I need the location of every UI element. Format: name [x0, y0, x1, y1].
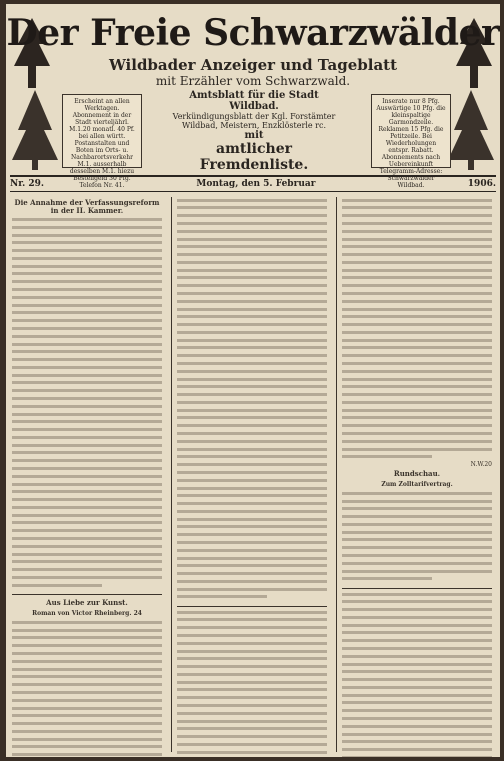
text-line — [177, 564, 327, 570]
text-line — [342, 238, 492, 244]
text-line — [12, 413, 162, 419]
column-3 — [342, 197, 492, 757]
forest-illustration-left — [10, 90, 60, 170]
text-line — [177, 681, 327, 687]
text-line — [12, 381, 162, 387]
text-line — [12, 753, 162, 757]
text-line — [177, 618, 327, 624]
text-line — [177, 494, 327, 500]
text-line — [342, 424, 492, 430]
text-line — [12, 745, 162, 751]
text-line — [12, 428, 162, 434]
text-line — [177, 214, 327, 220]
text-line — [177, 557, 327, 563]
text-line — [342, 647, 492, 653]
text-line — [342, 300, 492, 306]
advertising-rates-box: Inserate nur 8 Pfg. Auswärtige 10 Pfg. die kleinspaltige Garmondzeile. Reklamen 15 Pfg. die Petitzeile. Bei Wiederholungen entspr. Rabatt. Abonnements nach Uebereinkunft Telegramm-Adresse: Schwarzwälder Wildbad. — [371, 94, 451, 168]
text-line — [342, 655, 492, 661]
official-notice-block — [166, 90, 342, 173]
text-line — [177, 339, 327, 345]
text-line — [177, 370, 327, 376]
masthead-title: Der Freie Schwarzwälder — [6, 12, 500, 54]
text-line — [177, 611, 327, 617]
text-line — [342, 600, 492, 606]
text-line — [177, 424, 327, 430]
text-line — [342, 663, 492, 669]
text-line — [12, 730, 162, 736]
visitors-list-line: amtlicher Fremdenliste. — [199, 141, 309, 173]
section-heading: Rundschau. — [393, 468, 441, 478]
text-line — [177, 331, 327, 337]
text-line — [177, 308, 327, 314]
text-line — [342, 206, 492, 212]
text-line — [342, 492, 492, 498]
subscription-info-box: Erscheint an allen Werktagen. Abonnement in der Stadt vierteljährl. M.1.20 monatl. 40 Pf. bei allen württ. Postanstalten und Boten im Orts- u. Nachbarortsverkehr M.1. ausserhalb desselben M.1. hiezu Bestellgeld 30 Pfg. Telefon Nr. 41. — [62, 94, 142, 168]
text-line — [177, 751, 327, 757]
text-line — [177, 432, 327, 438]
text-line — [12, 714, 162, 720]
text-line — [12, 668, 162, 674]
text-line — [342, 261, 492, 267]
text-line — [177, 230, 327, 236]
text-line — [177, 222, 327, 228]
text-line — [177, 588, 327, 594]
text-line — [342, 284, 492, 290]
text-line — [342, 393, 492, 399]
text-line — [177, 300, 327, 306]
issue-date: Montag, den 5. Februar — [196, 179, 316, 189]
page-note: N.W.20 — [470, 460, 492, 468]
text-line — [12, 691, 162, 697]
text-line — [177, 673, 327, 679]
text-line — [177, 455, 327, 461]
article-text — [177, 199, 327, 602]
text-line — [12, 545, 162, 551]
text-line — [177, 518, 327, 524]
text-line — [177, 323, 327, 329]
text-line — [342, 631, 492, 637]
text-line — [12, 699, 162, 705]
serial-text — [12, 621, 162, 757]
text-line — [12, 444, 162, 450]
text-line — [177, 720, 327, 726]
text-line — [177, 642, 327, 648]
column-divider — [171, 197, 172, 752]
column-divider — [336, 197, 337, 752]
official-gazette-line: Amtsblatt für die Stadt Wildbad. — [189, 90, 319, 112]
text-line — [177, 393, 327, 399]
text-line — [12, 553, 162, 559]
text-line — [12, 311, 162, 317]
text-line — [342, 678, 492, 684]
text-line — [12, 374, 162, 380]
text-line — [12, 629, 162, 635]
text-line — [342, 709, 492, 715]
text-line — [177, 315, 327, 321]
text-line — [12, 660, 162, 666]
text-line — [177, 626, 327, 632]
article-heading: Zum Zolltarifvertrag. — [381, 480, 453, 488]
text-line — [177, 525, 327, 531]
text-line — [342, 577, 492, 583]
text-line — [342, 362, 492, 368]
text-line — [342, 701, 492, 707]
text-line — [342, 507, 492, 513]
text-line — [342, 409, 492, 415]
text-line — [177, 735, 327, 741]
text-line — [342, 546, 492, 552]
issue-year: 1906. — [467, 179, 496, 189]
forest-illustration-right — [446, 90, 496, 170]
text-line — [12, 296, 162, 302]
text-line — [12, 327, 162, 333]
text-line — [342, 593, 492, 599]
text-line — [342, 401, 492, 407]
text-line — [177, 253, 327, 259]
text-line — [12, 226, 162, 232]
text-line — [12, 272, 162, 278]
text-line — [12, 335, 162, 341]
text-line — [342, 331, 492, 337]
text-line — [177, 533, 327, 539]
text-line — [177, 580, 327, 586]
article-heading: Die Annahme der Verfassungsreform in der II. Kammer. — [14, 198, 160, 215]
text-line — [177, 595, 327, 601]
serial-author: Roman von Victor Rheinberg. 24 — [32, 609, 142, 617]
text-line — [342, 378, 492, 384]
text-line — [177, 346, 327, 352]
text-line — [12, 675, 162, 681]
text-line — [342, 500, 492, 506]
text-line — [12, 366, 162, 372]
with-line: mit — [244, 130, 264, 141]
text-line — [12, 521, 162, 527]
text-line — [12, 280, 162, 286]
text-line — [342, 624, 492, 630]
article-text — [342, 492, 492, 584]
text-line — [12, 568, 162, 574]
text-line — [177, 549, 327, 555]
text-line — [177, 206, 327, 212]
text-line — [177, 688, 327, 694]
text-line — [177, 440, 327, 446]
text-line — [342, 717, 492, 723]
text-line — [342, 756, 492, 757]
text-line — [12, 405, 162, 411]
text-line — [177, 712, 327, 718]
text-line — [12, 537, 162, 543]
text-line — [12, 459, 162, 465]
text-line — [177, 463, 327, 469]
text-line — [342, 339, 492, 345]
text-line — [12, 397, 162, 403]
text-line — [177, 354, 327, 360]
text-line — [177, 276, 327, 282]
text-line — [342, 253, 492, 259]
text-line — [342, 639, 492, 645]
text-line — [177, 727, 327, 733]
text-line — [12, 722, 162, 728]
text-line — [177, 650, 327, 656]
text-line — [12, 389, 162, 395]
text-line — [177, 269, 327, 275]
article-text — [342, 199, 492, 462]
text-line — [12, 506, 162, 512]
text-line — [342, 740, 492, 746]
text-line — [12, 490, 162, 496]
text-line — [177, 448, 327, 454]
text-line — [12, 738, 162, 744]
text-line — [12, 652, 162, 658]
article-text — [12, 218, 162, 590]
text-line — [177, 665, 327, 671]
text-line — [12, 319, 162, 325]
masthead-tagline: mit Erzähler vom Schwarzwald. — [155, 74, 351, 88]
text-line — [342, 523, 492, 529]
text-line — [12, 560, 162, 566]
dateline — [10, 175, 496, 192]
text-line — [177, 362, 327, 368]
text-line — [342, 222, 492, 228]
text-line — [177, 696, 327, 702]
text-line — [342, 670, 492, 676]
text-line — [177, 572, 327, 578]
text-line — [12, 249, 162, 255]
text-line — [342, 570, 492, 576]
text-line — [12, 475, 162, 481]
text-line — [12, 514, 162, 520]
text-line — [177, 245, 327, 251]
text-line — [342, 214, 492, 220]
text-line — [342, 554, 492, 560]
article-text — [342, 593, 492, 757]
newspaper-page — [6, 4, 500, 757]
serial-text — [177, 611, 327, 757]
text-line — [12, 683, 162, 689]
text-line — [177, 378, 327, 384]
text-line — [12, 257, 162, 263]
text-line — [342, 292, 492, 298]
text-line — [342, 432, 492, 438]
text-line — [342, 538, 492, 544]
text-line — [342, 725, 492, 731]
text-line — [342, 199, 492, 205]
text-line — [12, 644, 162, 650]
text-line — [342, 276, 492, 282]
text-line — [342, 694, 492, 700]
text-line — [342, 308, 492, 314]
text-line — [177, 541, 327, 547]
text-line — [177, 261, 327, 267]
masthead — [6, 4, 500, 88]
text-line — [177, 657, 327, 663]
proclamation-line: Verkündigungsblatt der Kgl. Forstämter Wildbad, Meistern, Enzklösterle rc. — [172, 112, 336, 130]
text-line — [342, 440, 492, 446]
column-1 — [12, 197, 162, 757]
section-rule — [177, 606, 327, 607]
text-line — [177, 409, 327, 415]
text-line — [342, 608, 492, 614]
section-rule — [12, 594, 162, 595]
text-line — [12, 467, 162, 473]
text-line — [12, 265, 162, 271]
text-line — [12, 241, 162, 247]
text-line — [342, 416, 492, 422]
issue-number: Nr. 29. — [10, 179, 45, 189]
text-line — [342, 354, 492, 360]
text-line — [342, 448, 492, 454]
text-line — [12, 483, 162, 489]
text-line — [177, 238, 327, 244]
text-line — [12, 234, 162, 240]
text-line — [342, 269, 492, 275]
text-line — [12, 498, 162, 504]
text-line — [342, 315, 492, 321]
text-line — [342, 515, 492, 521]
serial-heading: Aus Liebe zur Kunst. — [46, 597, 128, 607]
section-rule — [342, 588, 492, 589]
text-line — [342, 230, 492, 236]
text-line — [177, 510, 327, 516]
text-line — [12, 584, 162, 590]
text-line — [342, 733, 492, 739]
text-line — [177, 634, 327, 640]
text-line — [342, 562, 492, 568]
text-line — [12, 350, 162, 356]
text-line — [177, 487, 327, 493]
column-2 — [177, 197, 327, 757]
text-line — [342, 385, 492, 391]
text-line — [342, 531, 492, 537]
text-line — [177, 471, 327, 477]
text-line — [177, 401, 327, 407]
text-line — [12, 529, 162, 535]
text-line — [342, 346, 492, 352]
text-line — [177, 199, 327, 205]
text-line — [342, 245, 492, 251]
text-line — [12, 218, 162, 224]
text-line — [12, 304, 162, 310]
text-line — [12, 576, 162, 582]
text-line — [177, 385, 327, 391]
text-line — [12, 358, 162, 364]
text-line — [12, 636, 162, 642]
text-line — [12, 621, 162, 627]
text-line — [177, 416, 327, 422]
text-line — [12, 451, 162, 457]
text-line — [342, 323, 492, 329]
text-line — [177, 479, 327, 485]
text-line — [12, 343, 162, 349]
text-line — [12, 436, 162, 442]
text-line — [12, 420, 162, 426]
masthead-subtitle: Wildbader Anzeiger und Tageblatt — [108, 56, 398, 74]
text-line — [342, 370, 492, 376]
text-line — [177, 502, 327, 508]
text-line — [177, 284, 327, 290]
text-line — [177, 743, 327, 749]
text-line — [342, 616, 492, 622]
text-line — [342, 748, 492, 754]
text-line — [342, 686, 492, 692]
text-line — [12, 288, 162, 294]
text-line — [177, 292, 327, 298]
text-line — [12, 707, 162, 713]
text-line — [177, 704, 327, 710]
